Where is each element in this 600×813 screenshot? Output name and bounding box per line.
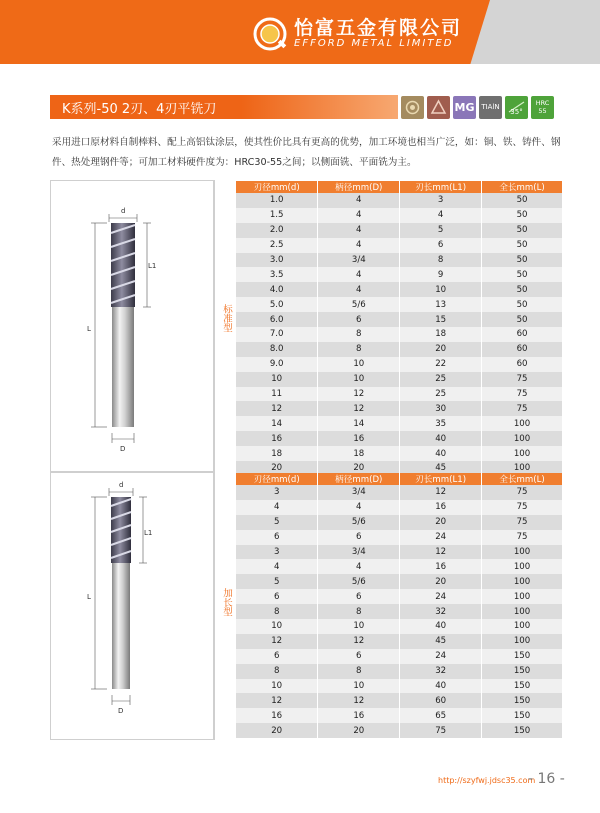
header-shank-diameter: 柄径mm(D) <box>318 181 400 193</box>
standard-spec-table <box>236 181 563 476</box>
table-cell: 75 <box>482 372 563 387</box>
table-cell: 4 <box>318 238 400 253</box>
diagram-label-D: D <box>118 707 124 715</box>
table-row <box>236 485 563 500</box>
table-cell: 20 <box>318 461 400 476</box>
table-cell: 40 <box>400 446 482 461</box>
table-cell: 9 <box>400 267 482 282</box>
table-cell: 5/6 <box>318 297 400 312</box>
table-cell: 4 <box>318 500 400 515</box>
table-cell: 30 <box>400 401 482 416</box>
page-header <box>0 0 600 64</box>
product-description: 采用进口原材料自制棒料、配上高铝钛涂层，使其性价比具有更高的优势，加工环境也相当广泛，如：铜、铁、铸件、钢件、热处理钢件等；可加工材料硬件度为：HRC30-55之间；以侧面铣、平面铣为主。 <box>52 137 561 168</box>
table-cell: 4 <box>236 559 318 574</box>
table-cell: 100 <box>482 634 563 649</box>
standard-end-mill-drawing <box>51 181 215 473</box>
table-cell: 32 <box>400 664 482 679</box>
table-cell: 15 <box>400 312 482 327</box>
table-row <box>236 253 563 268</box>
table-cell: 5 <box>236 515 318 530</box>
company-name-cn: 怡富五金有限公司 <box>294 17 463 39</box>
table-cell: 24 <box>400 589 482 604</box>
table-cell: 20 <box>400 515 482 530</box>
table-row <box>236 446 563 461</box>
table-row <box>236 416 563 431</box>
table-row <box>236 431 563 446</box>
table-cell: 6 <box>318 649 400 664</box>
table-row <box>236 342 563 357</box>
table-row <box>236 693 563 708</box>
table-cell: 5/6 <box>318 515 400 530</box>
table-cell: 6.0 <box>236 312 318 327</box>
table-cell: 12 <box>318 387 400 402</box>
table-cell: 50 <box>482 193 563 208</box>
diagram-label-d: d <box>121 207 126 215</box>
table-cell: 150 <box>482 679 563 694</box>
table-cell: 22 <box>400 357 482 372</box>
table-cell: 12 <box>318 693 400 708</box>
table-cell: 75 <box>482 387 563 402</box>
footer-url[interactable]: http://szyfwj.jdsc35.com <box>438 776 536 785</box>
diagram-label-l1: L1 <box>144 529 153 537</box>
table-row <box>236 357 563 372</box>
aluminum-material-icon <box>427 96 450 119</box>
mg-label: MG <box>454 101 475 114</box>
table-cell: 60 <box>482 327 563 342</box>
table-cell: 12 <box>236 401 318 416</box>
table-cell: 10 <box>318 372 400 387</box>
table-row <box>236 559 563 574</box>
table-cell: 16 <box>236 431 318 446</box>
table-cell: 10 <box>318 619 400 634</box>
header-cutting-diameter: 刃径mm(d) <box>236 473 318 485</box>
header-cutting-diameter: 刃径mm(d) <box>236 181 318 193</box>
tialn-label: TIAlN <box>481 103 500 111</box>
table-cell: 12 <box>318 634 400 649</box>
table-cell: 20 <box>236 461 318 476</box>
table-cell: 1.0 <box>236 193 318 208</box>
table-cell: 50 <box>482 282 563 297</box>
table-cell: 50 <box>482 253 563 268</box>
table-cell: 5.0 <box>236 297 318 312</box>
diagram-label-l1: L1 <box>148 262 157 270</box>
table-cell: 4 <box>318 282 400 297</box>
long-spec-table <box>236 473 563 738</box>
helix-label: 35° <box>510 108 523 116</box>
hrc-label: HRC 55 <box>535 99 550 115</box>
table-cell: 20 <box>236 723 318 738</box>
table-cell: 12 <box>318 401 400 416</box>
table-cell: 60 <box>482 357 563 372</box>
table-cell: 3 <box>400 193 482 208</box>
table-cell: 4 <box>318 559 400 574</box>
table-cell: 8 <box>318 664 400 679</box>
table-cell: 25 <box>400 387 482 402</box>
table-cell: 150 <box>482 664 563 679</box>
table-cell: 75 <box>482 530 563 545</box>
table-cell: 6 <box>318 530 400 545</box>
table-cell: 6 <box>236 589 318 604</box>
table-cell: 4 <box>318 223 400 238</box>
table-cell: 60 <box>482 342 563 357</box>
table-cell: 20 <box>400 342 482 357</box>
table-cell: 50 <box>482 267 563 282</box>
table-cell: 50 <box>482 208 563 223</box>
header-flute-length: 刃长mm(L1) <box>400 181 482 193</box>
table-cell: 6 <box>400 238 482 253</box>
table-cell: 2.5 <box>236 238 318 253</box>
table-cell: 100 <box>482 604 563 619</box>
table-row <box>236 679 563 694</box>
wood-material-icon <box>401 96 424 119</box>
table-row <box>236 604 563 619</box>
table-cell: 50 <box>482 312 563 327</box>
table-cell: 75 <box>482 515 563 530</box>
header-overall-length: 全长mm(L) <box>482 473 563 485</box>
table-cell: 8 <box>400 253 482 268</box>
table-cell: 6 <box>236 649 318 664</box>
table-cell: 16 <box>318 431 400 446</box>
table-row <box>236 574 563 589</box>
table-cell: 100 <box>482 446 563 461</box>
table-cell: 50 <box>482 223 563 238</box>
page-number: - 16 - <box>528 771 565 787</box>
table-cell: 16 <box>400 559 482 574</box>
table-cell: 10 <box>236 619 318 634</box>
table-cell: 75 <box>400 723 482 738</box>
table-row <box>236 589 563 604</box>
table-cell: 40 <box>400 431 482 446</box>
table-cell: 2.0 <box>236 223 318 238</box>
table-row <box>236 208 563 223</box>
table-cell: 150 <box>482 649 563 664</box>
table-cell: 16 <box>400 500 482 515</box>
table-cell: 3 <box>236 545 318 560</box>
table-cell: 3/4 <box>318 485 400 500</box>
table-cell: 3.0 <box>236 253 318 268</box>
table-cell: 75 <box>482 401 563 416</box>
table-cell: 45 <box>400 634 482 649</box>
table-cell: 5/6 <box>318 574 400 589</box>
table-cell: 40 <box>400 619 482 634</box>
company-logo-icon <box>253 17 287 51</box>
table-cell: 8 <box>236 664 318 679</box>
table-row <box>236 619 563 634</box>
table-cell: 24 <box>400 530 482 545</box>
table-cell: 10 <box>400 282 482 297</box>
table-cell: 10 <box>318 357 400 372</box>
table-cell: 10 <box>318 679 400 694</box>
standard-type-label: 标准型 <box>221 304 232 333</box>
table-row <box>236 634 563 649</box>
table-row <box>236 515 563 530</box>
table-cell: 9.0 <box>236 357 318 372</box>
table-cell: 10 <box>236 679 318 694</box>
table-row <box>236 723 563 738</box>
table-cell: 3/4 <box>318 545 400 560</box>
table-cell: 75 <box>482 485 563 500</box>
table-row <box>236 545 563 560</box>
table-cell: 3.5 <box>236 267 318 282</box>
table-row <box>236 387 563 402</box>
table-row <box>236 327 563 342</box>
table-cell: 18 <box>236 446 318 461</box>
helix-35-badge <box>505 96 528 119</box>
table-cell: 12 <box>236 634 318 649</box>
table-cell: 7.0 <box>236 327 318 342</box>
long-end-mill-drawing <box>51 473 215 741</box>
tialn-coating-badge <box>479 96 502 119</box>
table-cell: 14 <box>236 416 318 431</box>
header-overall-length: 全长mm(L) <box>482 181 563 193</box>
table-cell: 150 <box>482 723 563 738</box>
table-row <box>236 282 563 297</box>
table-cell: 4 <box>318 267 400 282</box>
table-row <box>236 193 563 208</box>
table-header-row <box>236 473 563 485</box>
table-cell: 5 <box>400 223 482 238</box>
table-cell: 8 <box>236 604 318 619</box>
table-cell: 18 <box>318 446 400 461</box>
table-row <box>236 649 563 664</box>
table-cell: 100 <box>482 431 563 446</box>
table-cell: 100 <box>482 559 563 574</box>
table-cell: 6 <box>318 312 400 327</box>
table-cell: 50 <box>482 238 563 253</box>
table-cell: 45 <box>400 461 482 476</box>
table-cell: 5 <box>236 574 318 589</box>
table-cell: 10 <box>236 372 318 387</box>
table-cell: 100 <box>482 416 563 431</box>
table-cell: 100 <box>482 574 563 589</box>
table-cell: 4 <box>318 208 400 223</box>
table-cell: 20 <box>318 723 400 738</box>
table-cell: 8 <box>318 342 400 357</box>
mg-material-badge <box>453 96 476 119</box>
table-cell: 100 <box>482 619 563 634</box>
table-cell: 12 <box>236 693 318 708</box>
table-cell: 4 <box>400 208 482 223</box>
diagram-label-l: L <box>87 325 91 333</box>
table-cell: 100 <box>482 589 563 604</box>
table-cell: 25 <box>400 372 482 387</box>
table-cell: 6 <box>318 589 400 604</box>
header-shank-diameter: 柄径mm(D) <box>318 473 400 485</box>
table-row <box>236 401 563 416</box>
table-cell: 50 <box>482 297 563 312</box>
table-cell: 4 <box>236 500 318 515</box>
table-header-row <box>236 181 563 193</box>
table-cell: 16 <box>318 708 400 723</box>
diagram-label-d: d <box>119 481 124 489</box>
table-row <box>236 372 563 387</box>
table-cell: 1.5 <box>236 208 318 223</box>
table-cell: 14 <box>318 416 400 431</box>
table-row <box>236 267 563 282</box>
diagram-label-D: D <box>120 445 126 453</box>
table-cell: 3 <box>236 485 318 500</box>
table-cell: 100 <box>482 545 563 560</box>
table-row <box>236 238 563 253</box>
table-cell: 16 <box>236 708 318 723</box>
section-title: K系列-50 2刃、4刃平铣刀 <box>62 102 217 117</box>
table-row <box>236 312 563 327</box>
table-cell: 12 <box>400 485 482 500</box>
table-cell: 4.0 <box>236 282 318 297</box>
table-row <box>236 297 563 312</box>
diagram-label-l: L <box>87 593 91 601</box>
company-name-en: EFFORD METAL LIMITED <box>294 38 454 49</box>
table-cell: 11 <box>236 387 318 402</box>
standard-tool-drawing-panel <box>50 180 214 472</box>
table-cell: 35 <box>400 416 482 431</box>
long-tool-drawing-panel <box>50 472 214 740</box>
table-cell: 8 <box>318 604 400 619</box>
table-cell: 6 <box>236 530 318 545</box>
table-cell: 100 <box>482 461 563 476</box>
table-cell: 40 <box>400 679 482 694</box>
table-row <box>236 664 563 679</box>
table-divider <box>214 180 215 740</box>
table-cell: 32 <box>400 604 482 619</box>
table-row <box>236 708 563 723</box>
table-cell: 60 <box>400 693 482 708</box>
table-cell: 150 <box>482 708 563 723</box>
table-row <box>236 530 563 545</box>
table-cell: 12 <box>400 545 482 560</box>
table-cell: 75 <box>482 500 563 515</box>
table-cell: 4 <box>318 193 400 208</box>
table-row <box>236 223 563 238</box>
table-cell: 150 <box>482 693 563 708</box>
hrc-55-badge <box>531 96 554 119</box>
header-flute-length: 刃长mm(L1) <box>400 473 482 485</box>
table-cell: 3/4 <box>318 253 400 268</box>
table-cell: 8.0 <box>236 342 318 357</box>
table-cell: 20 <box>400 574 482 589</box>
table-cell: 13 <box>400 297 482 312</box>
table-cell: 18 <box>400 327 482 342</box>
long-type-label: 加长型 <box>221 588 232 617</box>
table-cell: 8 <box>318 327 400 342</box>
table-row <box>236 500 563 515</box>
table-cell: 24 <box>400 649 482 664</box>
table-cell: 65 <box>400 708 482 723</box>
